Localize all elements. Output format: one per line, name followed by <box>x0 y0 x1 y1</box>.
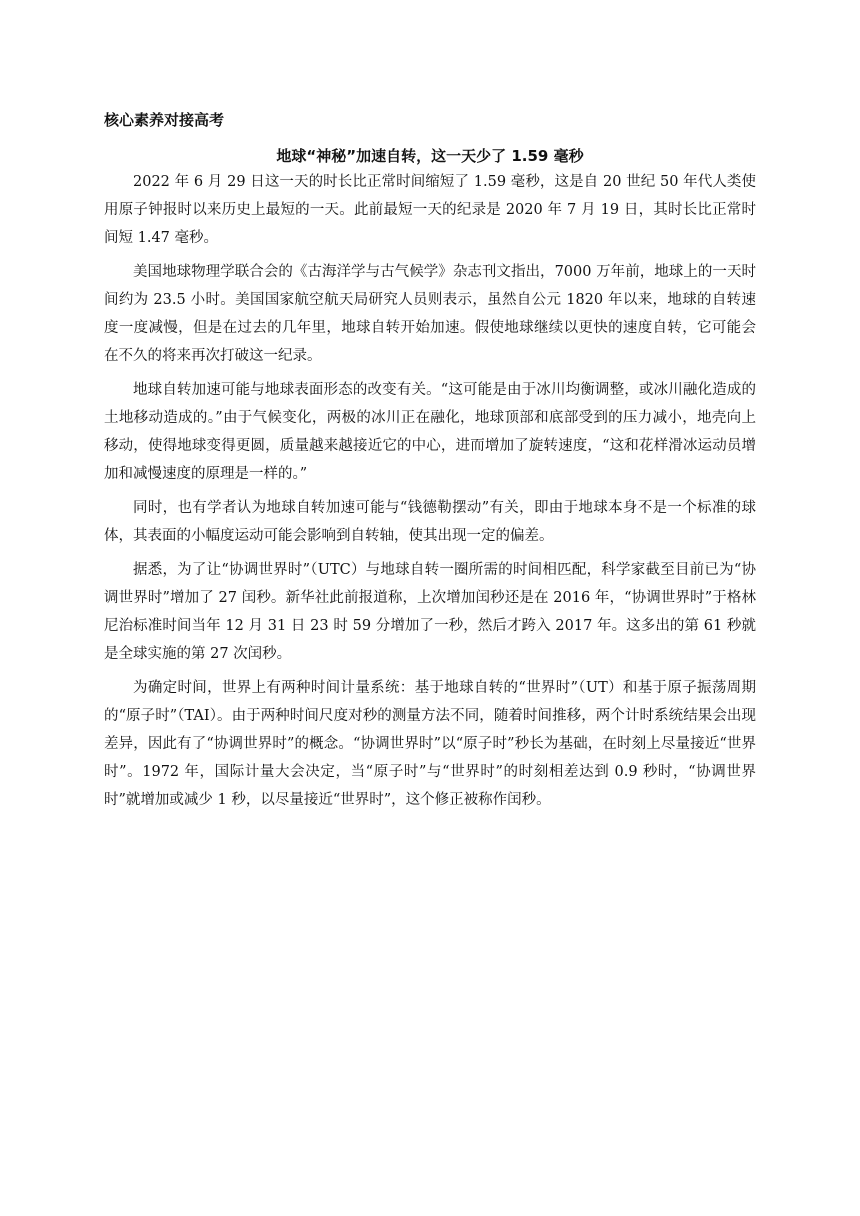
paragraph-6: 为确定时间，世界上有两种时间计量系统：基于地球自转的“世界时”（UT）和基于原子振荡周期的“原子时”（TAI）。由于两种时间尺度对秒的测量方法不同，随着时间推移，两个计时系统结果会出现差异，因此有了“协调世界时”的概念。“协调世界时”以“原子时”秒长为基础，在时刻上尽量接近“世界时”。1972 年，国际计量大会决定，当“原子时”与“世界时”的时刻相差达到 0.9 秒时，“协调世界时”就增加或减少 1 秒，以尽量接近“世界时”，这个修正被称作闰秒。 <box>104 680 756 808</box>
paragraph-2: 美国地球物理学联合会的《古海洋学与古气候学》杂志刊文指出，7000 万年前，地球上的一天时间约为 23.5 小时。美国国家航空航天局研究人员则表示，虽然自公元 1820 年以来，地球的自转速度一度减慢，但是在过去的几年里，地球自转开始加速。假使地球继续以更快的速度自转，它可能会在不久的将来再次打破这一纪录。 <box>104 264 756 364</box>
paragraph-1: 2022 年 6 月 29 日这一天的时长比正常时间缩短了 1.59 毫秒，这是自 20 世纪 50 年代人类使用原子钟报时以来历史上最短的一天。此前最短一天的纪录是 2020 年 7 月 19 日，其时长比正常时间短 1.47 毫秒。 <box>104 174 756 246</box>
document-content <box>104 108 756 814</box>
paragraph-3: 地球自转加速可能与地球表面形态的改变有关。“这可能是由于冰川均衡调整，或冰川融化造成的土地移动造成的。”由于气候变化，两极的冰川正在融化，地球顶部和底部受到的压力减小，地壳向上移动，使得地球变得更圆，质量越来越接近它的中心，进而增加了旋转速度，“这和花样滑冰运动员增加和减慢速度的原理是一样的。” <box>104 382 756 482</box>
article-title: 地球“神秘”加速自转，这一天少了 1.59 毫秒 <box>276 147 584 165</box>
section-label: 核心素养对接高考 <box>104 111 225 129</box>
paragraph-4: 同时，也有学者认为地球自转加速可能与“钱德勒摆动”有关，即由于地球本身不是一个标准的球体，其表面的小幅度运动可能会影响到自转轴，使其出现一定的偏差。 <box>104 500 756 544</box>
paragraph-5: 据悉，为了让“协调世界时”（UTC）与地球自转一圈所需的时间相匹配，科学家截至目前已为“协调世界时”增加了 27 闰秒。新华社此前报道称，上次增加闰秒还是在 2016 年，“协调世界时”于格林尼治标准时间当年 12 月 31 日 23 时 59 分增加了一秒，然后才跨入 2017 年。这多出的第 61 秒就是全球实施的第 27 次闰秒。 <box>104 562 756 662</box>
